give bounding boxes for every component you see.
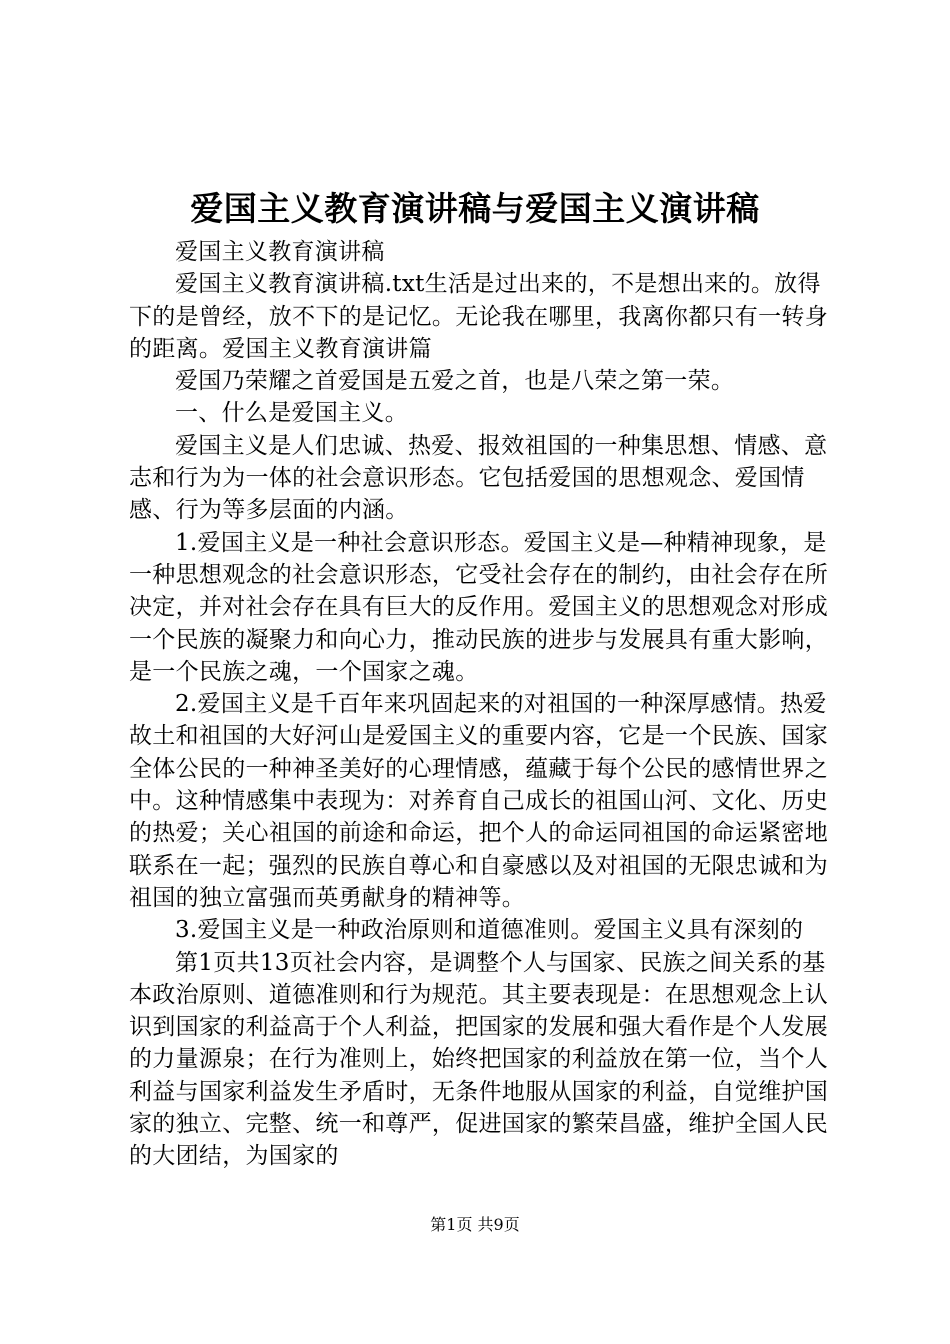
document-title: 爱国主义教育演讲稿与爱国主义演讲稿 <box>190 189 760 228</box>
paragraph: 一、什么是爱国主义。 <box>175 400 408 427</box>
paragraph: 爱国主义是人们忠诚、热爱、报效祖国的一种集思想、情感、意志和行为为一体的社会意识形态。它包括爱国的思想观念、爱国情感、行为等多层面的内涵。 <box>129 432 828 524</box>
paragraph: 3.爱国主义是一种政治原则和道德准则。爱国主义具有深刻的 <box>175 917 804 944</box>
paragraph: 2.爱国主义是千百年来巩固起来的对祖国的一种深厚感情。热爱故土和祖国的大好河山是爱国主义的重要内容，它是一个民族、国家全体公民的一种神圣美好的心理情感，蕴藏于每个公民的感情世界之中。这种情感集中表现为：对养育自己成长的祖国山河、文化、历史的热爱；关心祖国的前途和命运，把个人的命运同祖国的命运紧密地联系在一起；强烈的民族自尊心和自豪感以及对祖国的无限忠诚和为祖国的独立富强而英勇献身的精神等。 <box>129 691 828 911</box>
page-footer: 第1页 共9页 <box>430 1215 520 1234</box>
paragraph: 第1页共13页社会内容，是调整个人与国家、民族之间关系的基本政治原则、道德准则和行为规范。其主要表现是：在思想观念上认识到国家的利益高于个人利益，把国家的发展和强大看作是个人发展的力量源泉；在行为准则上，始终把国家的利益放在第一位，当个人利益与国家利益发生矛盾时，无条件地服从国家的利益，自觉维护国家的独立、完整、统一和尊严，促进国家的繁荣昌盛，维护全国人民的大团结，为国家的 <box>129 949 828 1170</box>
paragraph: 爱国主义教育演讲稿 <box>175 239 385 265</box>
document-body <box>129 236 839 1173</box>
paragraph: 爱国主义教育演讲稿.txt生活是过出来的，不是想出来的。放得下的是曾经，放不下的是记忆。无论我在哪里，我离你都只有一转身的距离。爱国主义教育演讲篇 <box>129 271 828 362</box>
paragraph: 爱国乃荣耀之首爱国是五爱之首，也是八荣之第一荣。 <box>175 368 735 395</box>
paragraph: 1.爱国主义是一种社会意识形态。爱国主义是—种精神现象，是一种思想观念的社会意识形态，它受社会存在的制约，由社会存在所决定，并对社会存在具有巨大的反作用。爱国主义的思想观念对形成一个民族的凝聚力和向心力，推动民族的进步与发展具有重大影响，是一个民族之魂，一个国家之魂。 <box>129 529 828 685</box>
